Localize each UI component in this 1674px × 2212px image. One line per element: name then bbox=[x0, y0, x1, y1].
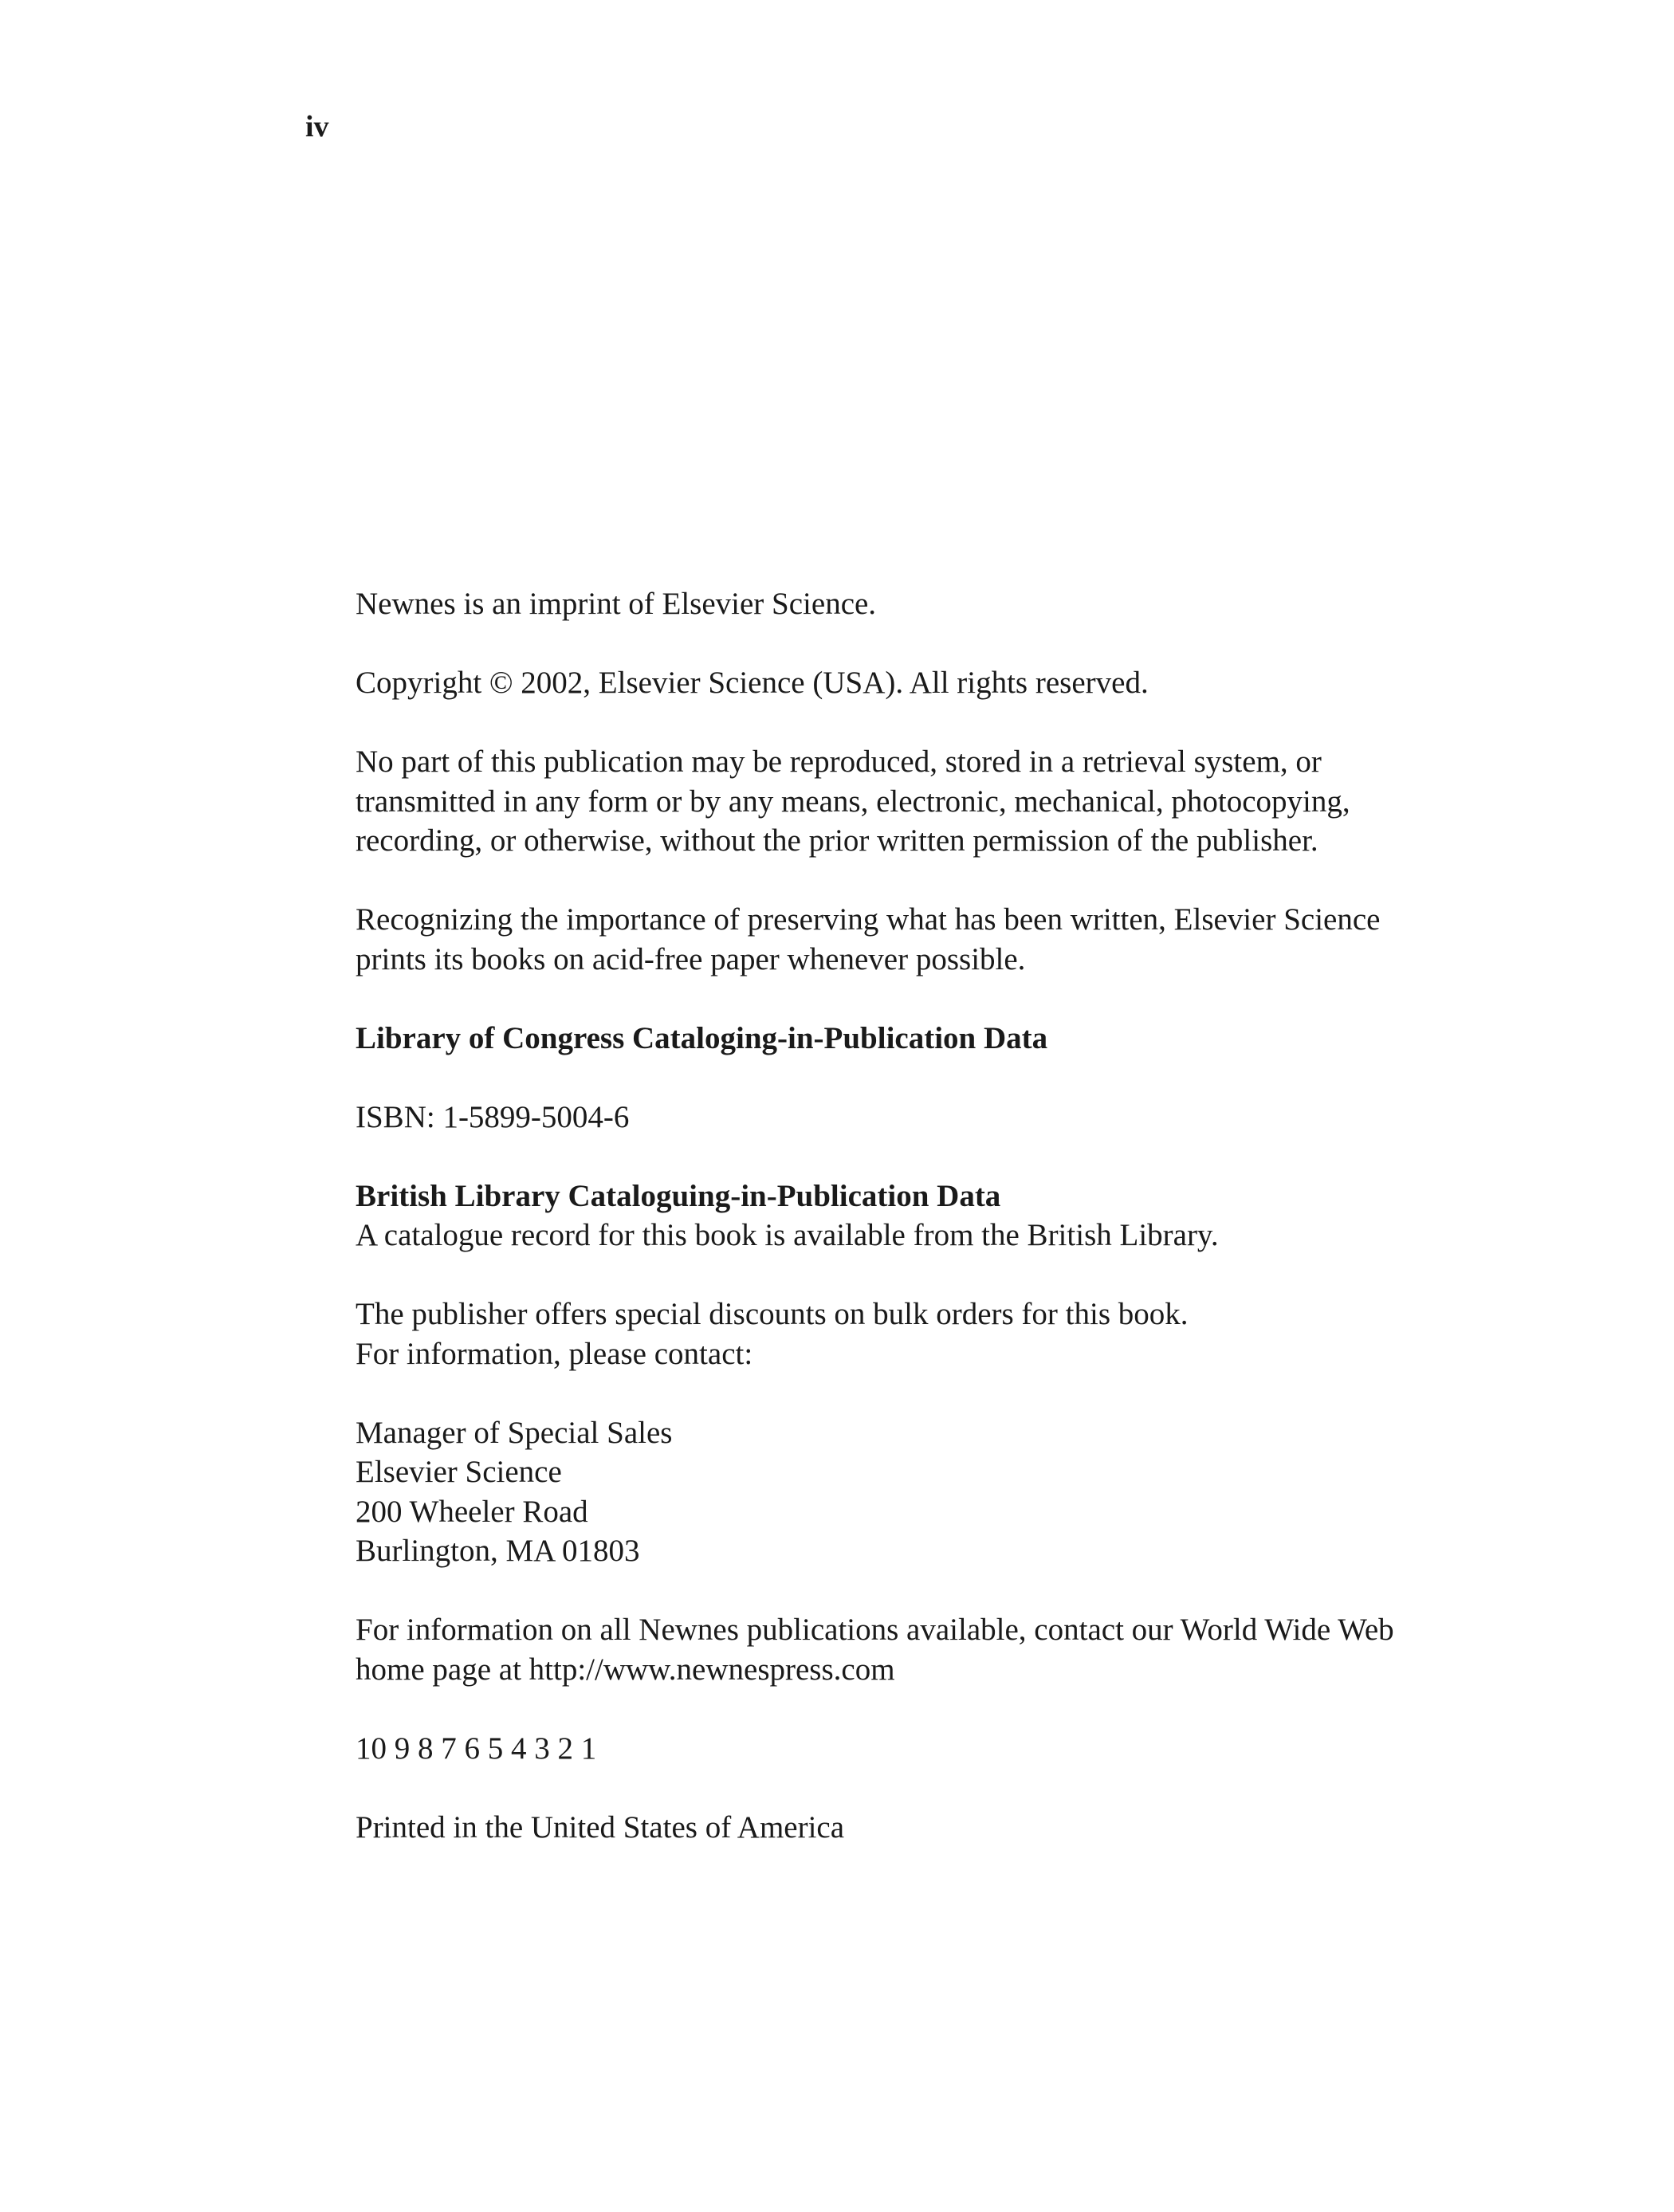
address-line: 200 Wheeler Road bbox=[356, 1494, 588, 1529]
bulk-discount-notice bbox=[356, 1295, 1519, 1373]
text-line: transmitted in any form or by any means, electronic, mechanical, photocopying, bbox=[356, 784, 1350, 819]
web-information bbox=[356, 1610, 1519, 1689]
printing-number-line: 10 9 8 7 6 5 4 3 2 1 bbox=[356, 1731, 597, 1766]
british-library-cip bbox=[356, 1177, 1519, 1255]
copyright-statement: Copyright © 2002, Elsevier Science (USA). All rights reserved. bbox=[356, 666, 1149, 700]
british-library-heading: British Library Cataloguing-in-Publication Data bbox=[356, 1178, 1001, 1213]
text-line: home page at http://www.newnespress.com bbox=[356, 1652, 895, 1687]
text-line: For information on all Newnes publications available, contact our World Wide Web bbox=[356, 1613, 1394, 1647]
text-line: For information, please contact: bbox=[356, 1336, 753, 1371]
reproduction-notice bbox=[356, 742, 1519, 861]
loc-cip-heading: Library of Congress Cataloging-in-Publication Data bbox=[356, 1020, 1048, 1055]
text-line: Recognizing the importance of preserving what has been written, Elsevier Science bbox=[356, 902, 1381, 937]
text-line: The publisher offers special discounts on bulk orders for this book. bbox=[356, 1297, 1189, 1331]
text-line: prints its books on acid-free paper whenever possible. bbox=[356, 941, 1026, 976]
address-line: Burlington, MA 01803 bbox=[356, 1534, 640, 1568]
british-library-text: A catalogue record for this book is available from the British Library. bbox=[356, 1218, 1219, 1252]
acid-free-paper-notice bbox=[356, 900, 1519, 979]
printed-in-statement: Printed in the United States of America bbox=[356, 1809, 845, 1845]
address-line: Manager of Special Sales bbox=[356, 1415, 673, 1450]
address-line: Elsevier Science bbox=[356, 1455, 562, 1489]
text-line: No part of this publication may be reproduced, stored in a retrieval system, or bbox=[356, 745, 1322, 779]
copyright-text-block bbox=[356, 584, 1519, 1847]
text-line: recording, or otherwise, without the prior written permission of the publisher. bbox=[356, 823, 1318, 858]
imprint-statement: Newnes is an imprint of Elsevier Science. bbox=[356, 587, 877, 621]
isbn: ISBN: 1-5899-5004-6 bbox=[356, 1099, 630, 1134]
contact-address bbox=[356, 1413, 1519, 1571]
page-number: iv bbox=[305, 110, 329, 143]
